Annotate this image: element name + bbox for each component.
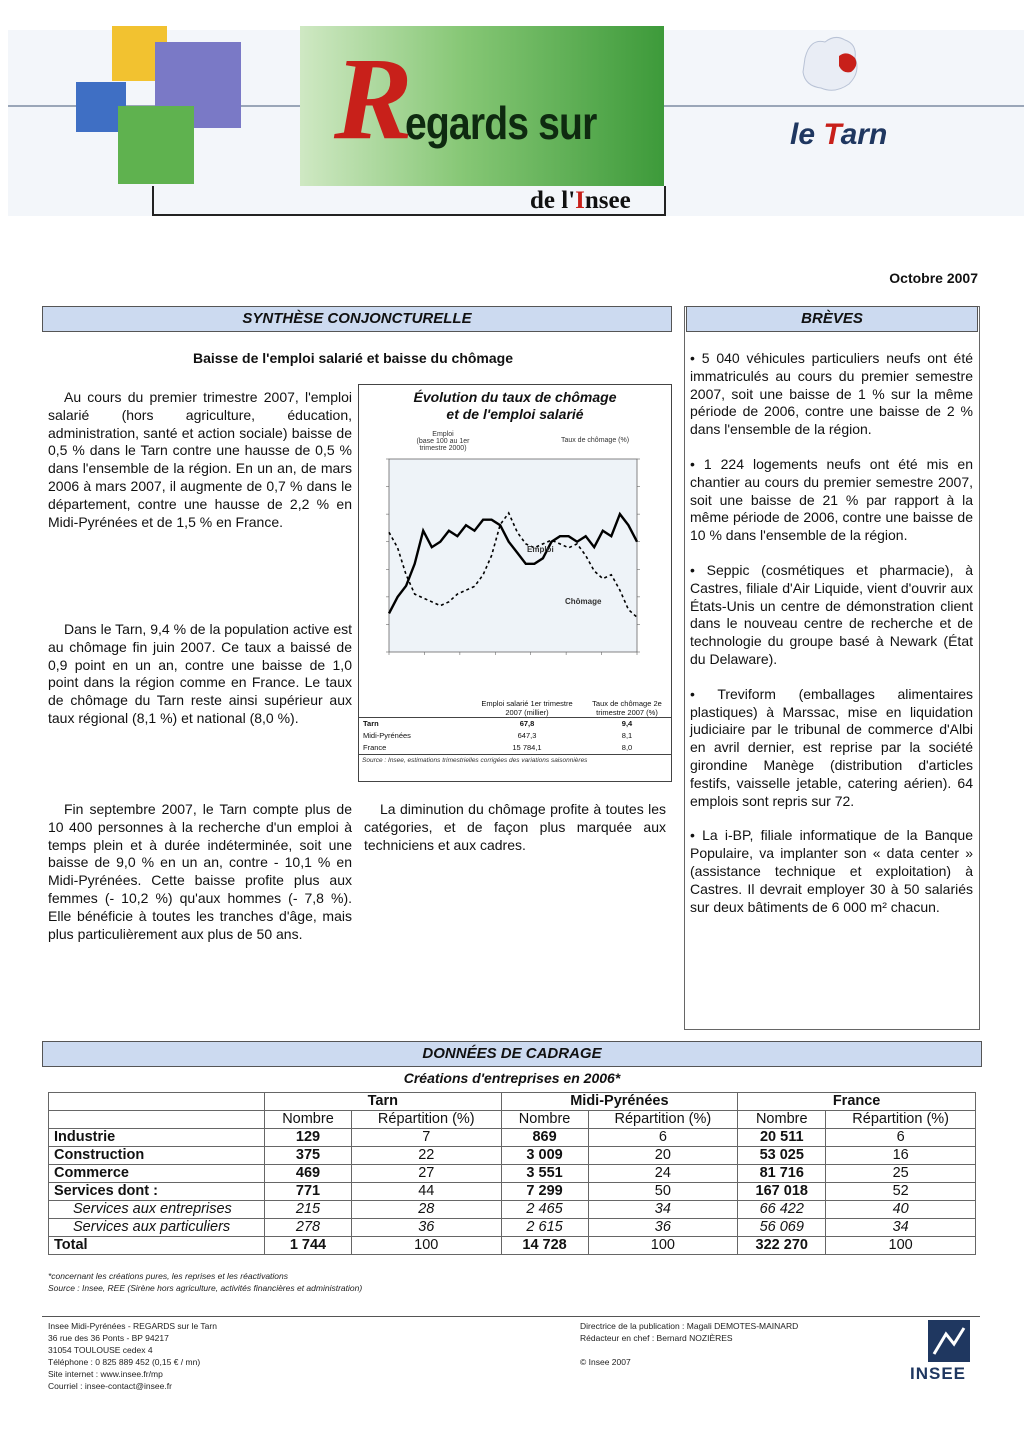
row-chomage: 9,4	[621, 719, 633, 728]
cell-nombre: 1 744	[265, 1237, 352, 1255]
cell-nombre: 3 009	[501, 1147, 588, 1165]
cell-repartition: 36	[351, 1219, 501, 1237]
cell-nombre: 56 069	[738, 1219, 826, 1237]
breve-item: • Treviform (emballages alimentaires plastiques) à Marssac, mise en liquidation judiciaire par le tribunal de commerce d'Albi en avril dernier, est reprise par la société girondine Manège (distribution d'articles festifs, vaisselle jetable, catering aérien). 64 emplois sont repris sur 72.	[690, 685, 973, 809]
cell-repartition: 16	[826, 1147, 976, 1165]
insee-logo-icon	[928, 1320, 970, 1362]
row-emploi: 15 784,1	[512, 743, 542, 752]
cell-nombre: 771	[265, 1183, 352, 1201]
footer-rule	[42, 1316, 980, 1317]
footer-address: Insee Midi-Pyrénées - REGARDS sur le Tarn 36 rue des 36 Ponts - BP 94217 31054 TOULOUSE cedex 4 Téléphone : 0 825 889 452 (0,15 € / mn) Site internet : www.insee.fr/mp Courriel : insee-contact@insee.fr	[48, 1321, 217, 1391]
cell-repartition: 44	[351, 1183, 501, 1201]
sub-header: Nombre	[265, 1111, 352, 1129]
cell-repartition: 34	[588, 1201, 738, 1219]
cell-repartition: 7	[351, 1129, 501, 1147]
table-row	[49, 1219, 976, 1237]
cell-repartition: 6	[588, 1129, 738, 1147]
table-row	[49, 1237, 976, 1255]
breve-item: • La i-BP, filiale informatique de la Banque Populaire, va implanter son « data center » (assistance technique et exploitation) à Castres. Il devrait employer 30 à 50 salariés sur deux bâtiments de 6 000 m² chacun.	[690, 827, 973, 915]
cell-nombre: 215	[265, 1201, 352, 1219]
right-axis-title: Taux de chômage (%)	[560, 437, 630, 444]
table-row	[49, 1129, 976, 1147]
cell-repartition: 40	[826, 1201, 976, 1219]
row-label: Construction	[49, 1147, 265, 1165]
group-header: Tarn	[265, 1093, 502, 1111]
cell-nombre: 469	[265, 1165, 352, 1183]
sub-header: Nombre	[501, 1111, 588, 1129]
row-name: Tarn	[363, 719, 379, 728]
row-chomage: 8,1	[621, 731, 633, 740]
row-label: Services aux particuliers	[49, 1219, 265, 1237]
cell-nombre: 278	[265, 1219, 352, 1237]
cell-repartition: 52	[826, 1183, 976, 1201]
row-label: Commerce	[49, 1165, 265, 1183]
cell-repartition: 22	[351, 1147, 501, 1165]
cell-nombre: 375	[265, 1147, 352, 1165]
plot-area	[389, 459, 637, 652]
paragraph-categories: La diminution du chômage profite à toutes les catégories, et de façon plus marquée aux techniciens et aux cadres.	[364, 801, 666, 853]
sub-header: Répartition (%)	[588, 1111, 738, 1129]
chart-title: Évolution du taux de chômage et de l'emploi salarié	[413, 389, 617, 422]
label-chomage: Chômage	[565, 597, 602, 606]
cell-nombre: 53 025	[738, 1147, 826, 1165]
cell-nombre: 14 728	[501, 1237, 588, 1255]
region-title: le Tarn	[790, 118, 888, 151]
paragraph-demandeurs: Fin septembre 2007, le Tarn compte plus de 10 400 personnes à la recherche d'un emploi à temps plein et à durée indéterminée, soit une baisse de 9,0 % en un an, contre - 10,1 % en Midi-Pyrénées. Cette baisse profite plus aux femmes (- 10,2 %) qu'aux hommes (- 7,8 %). Elle bénéficie à toutes les tranches d'âge, mais plus particulièrement aux plus de 50 ans.	[48, 801, 352, 942]
sub-header: Nombre	[738, 1111, 826, 1129]
chart-box	[358, 384, 672, 782]
row-label: Services dont :	[49, 1183, 265, 1201]
breve-item: • Seppic (cosmétiques et pharmacie), à Castres, filiale d'Air Liquide, vient d'ouvrir aux États-Unis un centre de démonstration client dans le nouveau centre de recherche et de technologie du groupe basé à Newark (État du Delaware).	[690, 561, 973, 667]
left-axis-title: Emploi (base 100 au 1er trimestre 2000)	[416, 431, 470, 452]
cell-repartition: 27	[351, 1165, 501, 1183]
group-header: France	[738, 1093, 976, 1111]
paragraph-emploi: Au cours du premier trimestre 2007, l'emploi salarié (hors agriculture, éducation, administration, santé et action sociale) baisse de 0,5 % dans le Tarn contre une hausse de 0,5 % dans l'ensemble de la région. En un an, de mars 2006 à mars 2007, il augmente de 0,7 % dans le département, contre une hausse de 2,2 % en Midi-Pyrénées et de 1,5 % en France.	[48, 389, 352, 530]
label-emploi: Emploi	[527, 545, 554, 554]
article-heading: Baisse de l'emploi salarié et baisse du chômage	[192, 350, 514, 366]
row-chomage: 8,0	[621, 743, 633, 752]
breve-item: • 1 224 logements neufs ont été mis en chantier au cours du premier semestre 2007, soit une baisse de 21 % par rapport à la même période de 2006, contre une baisse de 10 % dans l'ensemble de la région.	[690, 455, 973, 544]
cell-nombre: 129	[265, 1129, 352, 1147]
cell-nombre: 2 465	[501, 1201, 588, 1219]
cell-repartition: 100	[588, 1237, 738, 1255]
cell-repartition: 100	[826, 1237, 976, 1255]
breves-list	[690, 350, 973, 916]
group-header: Midi-Pyrénées	[501, 1093, 738, 1111]
section-synthese-title: SYNTHÈSE CONJONCTURELLE	[42, 306, 672, 332]
row-emploi: 67,8	[519, 719, 535, 728]
cell-repartition: 36	[588, 1219, 738, 1237]
chart-summary-table	[359, 685, 671, 766]
publisher-label: de l'Insee	[530, 187, 631, 214]
cell-nombre: 81 716	[738, 1165, 826, 1183]
footer-credits: Directrice de la publication : Magali DEMOTES-MAINARD Rédacteur en chef : Bernard NOZIÈRES © Insee 2007	[580, 1321, 799, 1367]
row-name: France	[363, 743, 387, 752]
cell-nombre: 66 422	[738, 1201, 826, 1219]
row-emploi: 647,3	[517, 731, 537, 740]
creations-table	[48, 1092, 976, 1255]
cell-repartition: 6	[826, 1129, 976, 1147]
region-map-icon	[795, 28, 865, 98]
table-title: Créations d'entreprises en 2006*	[403, 1070, 621, 1086]
cell-repartition: 100	[351, 1237, 501, 1255]
row-label: Industrie	[49, 1129, 265, 1147]
cell-repartition: 24	[588, 1165, 738, 1183]
row-name: Midi-Pyrénées	[363, 731, 411, 740]
cell-nombre: 322 270	[738, 1237, 826, 1255]
chart-source: Source : Insee, estimations trimestrielles corrigées des variations saisonnières	[359, 754, 671, 766]
section-cadrage-title: DONNÉES DE CADRAGE	[42, 1041, 982, 1067]
cell-nombre: 3 551	[501, 1165, 588, 1183]
table-source: Source : Insee, REE (Sirène hors agriculture, activités financières et administration)	[48, 1283, 363, 1293]
cell-nombre: 869	[501, 1129, 588, 1147]
table-row	[49, 1147, 976, 1165]
table-note: *concernant les créations pures, les reprises et les réactivations	[48, 1271, 289, 1281]
row-label: Total	[49, 1237, 265, 1255]
table-row	[49, 1165, 976, 1183]
cell-nombre: 167 018	[738, 1183, 826, 1201]
cell-nombre: 2 615	[501, 1219, 588, 1237]
row-label: Services aux entreprises	[49, 1201, 265, 1219]
publication-title: egards sur	[405, 97, 597, 149]
breve-item: • 5 040 véhicules particuliers neufs ont été immatriculés au cours du premier semestre 2007, soit une baisse de 1 % sur la même période de 2006, contre une baisse de 2 % dans l'ensemble de la région.	[690, 350, 973, 438]
cell-nombre: 20 511	[738, 1129, 826, 1147]
col-chomage-header: Taux de chômage 2e trimestre 2007 (%)	[592, 698, 662, 717]
cell-repartition: 25	[826, 1165, 976, 1183]
title-initial: R	[334, 33, 413, 164]
sub-header: Répartition (%)	[826, 1111, 976, 1129]
col-emploi-header: Emploi salarié 1er trimestre 2007 (millier)	[481, 698, 573, 717]
sub-header: Répartition (%)	[351, 1111, 501, 1129]
cell-repartition: 34	[826, 1219, 976, 1237]
cell-repartition: 28	[351, 1201, 501, 1219]
cell-repartition: 20	[588, 1147, 738, 1165]
paragraph-chomage: Dans le Tarn, 9,4 % de la population active est au chômage fin juin 2007. Ce taux a baissé de 0,9 point en un an, contre une baisse de 1,0 point dans la région comme en France. Le taux de chômage du Tarn reste ainsi supérieur aux taux régional (8,1 %) et national (8,0 %).	[48, 621, 352, 726]
table-row	[49, 1201, 976, 1219]
table-row	[49, 1183, 976, 1201]
cell-repartition: 50	[588, 1183, 738, 1201]
insee-logo-text: INSEE	[910, 1364, 967, 1383]
issue-date: Octobre 2007	[889, 270, 978, 286]
section-breves-title: BRÈVES	[686, 306, 978, 332]
cell-nombre: 7 299	[501, 1183, 588, 1201]
line-chart	[359, 447, 671, 667]
